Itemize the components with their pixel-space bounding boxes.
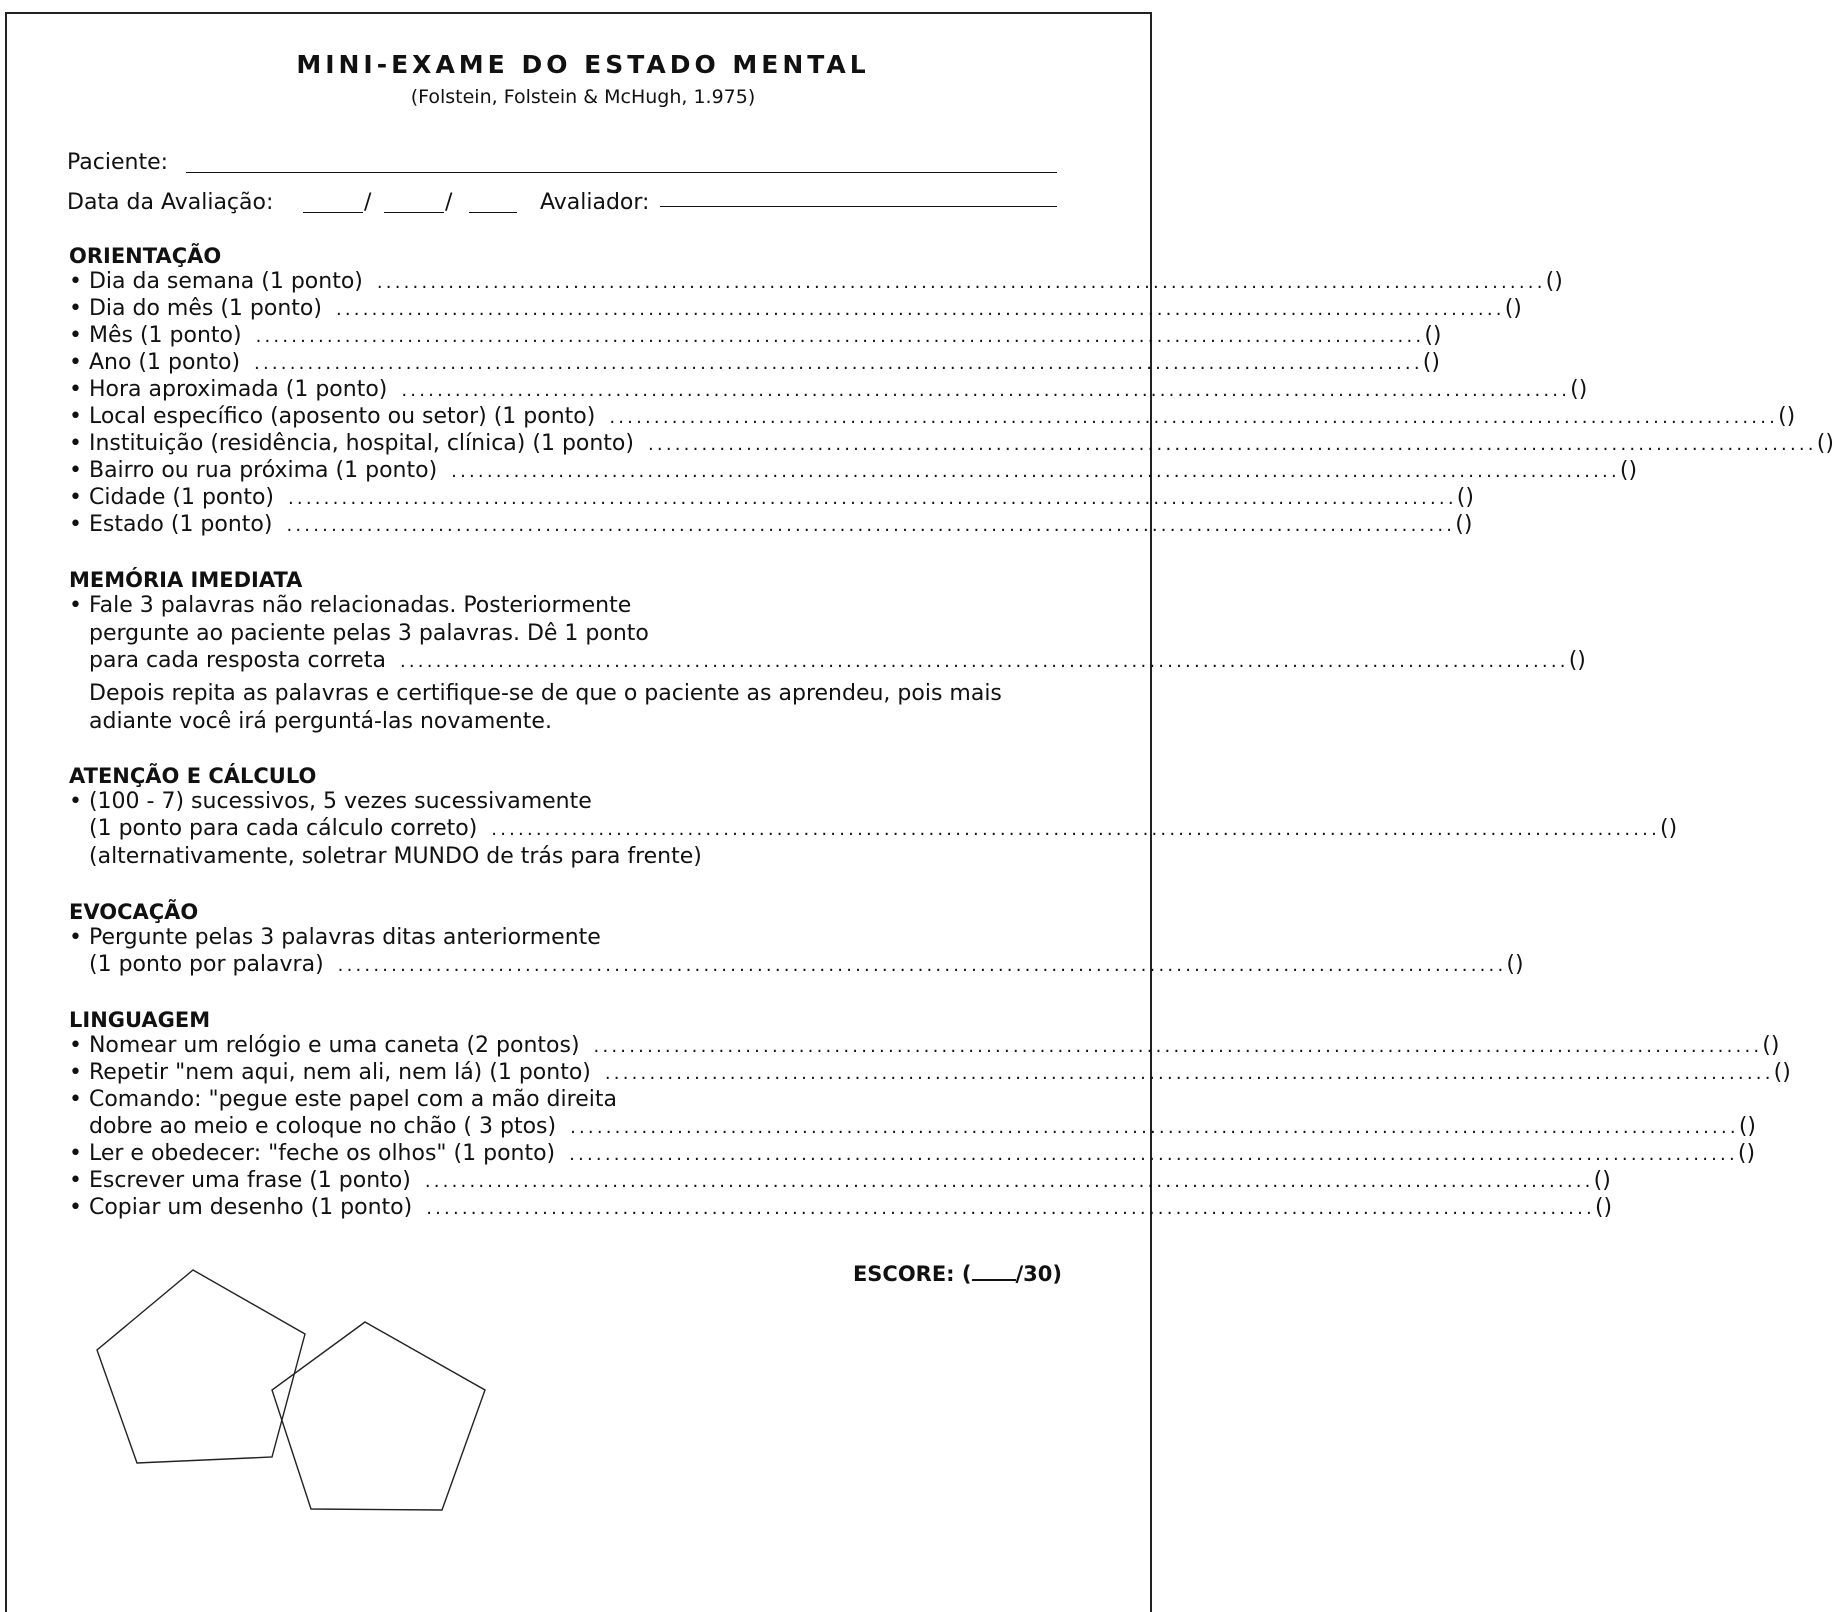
- score-total: /30): [1015, 1262, 1062, 1286]
- evaluator-label: Avaliador:: [540, 190, 650, 215]
- leader-dots: ...................................................................................................................................: [609, 407, 1779, 428]
- leader-dots: ...................................................................................................................................: [286, 515, 1456, 536]
- item-label: • Copiar um desenho (1 ponto): [69, 1195, 413, 1220]
- score-box[interactable]: ( ): [1738, 1114, 1757, 1139]
- evocacao-line: • Pergunte pelas 3 palavras ditas anteriormente: [69, 925, 601, 950]
- leader-dots: ...................................................................................................................................: [399, 651, 1569, 672]
- item-label: • Estado (1 ponto): [69, 512, 273, 537]
- leader-dots: ...................................................................................................................................: [255, 326, 1425, 347]
- score-box[interactable]: ( ): [1593, 1168, 1611, 1193]
- score-box[interactable]: ( ): [1773, 1060, 1791, 1085]
- patient-label: Paciente:: [67, 150, 169, 175]
- item-label: dobre ao meio e coloque no chão ( 3 ptos): [89, 1114, 557, 1139]
- leader-dots: ...................................................................................................................................: [424, 1171, 1594, 1192]
- item-label: • Ano (1 ponto): [69, 350, 241, 375]
- memoria-instruction: adiante você irá perguntá-las novamente.: [89, 709, 552, 734]
- item-label: • Mês (1 ponto): [69, 323, 242, 348]
- page-title: MINI-EXAME DO ESTADO MENTAL: [296, 50, 870, 79]
- section-heading-evocacao: EVOCAÇÃO: [69, 900, 199, 924]
- leader-dots: ...................................................................................................................................: [647, 434, 1817, 455]
- item-label: • Escrever uma frase (1 ponto): [69, 1168, 411, 1193]
- score-box[interactable]: ( ): [1762, 1033, 1780, 1058]
- pentagon-left: [97, 1270, 305, 1463]
- memoria-line: pergunte ao paciente pelas 3 palavras. Dê 1 ponto: [89, 621, 649, 646]
- item-label: • Instituição (residência, hospital, clínica) (1 ponto): [69, 431, 634, 456]
- score-box[interactable]: ( ): [1455, 512, 1473, 537]
- leader-dots: ...................................................................................................................................: [335, 299, 1505, 320]
- item-label: (1 ponto para cada cálculo correto): [89, 816, 478, 841]
- date-label: Data da Avaliação:: [67, 190, 274, 215]
- section-heading-atencao: ATENÇÃO E CÁLCULO: [69, 764, 317, 788]
- score-box[interactable]: ( ): [1594, 1195, 1613, 1220]
- atencao-line: (alternativamente, soletrar MUNDO de trás para frente): [89, 844, 702, 869]
- linguagem-line: • Comando: "pegue este papel com a mão direita: [69, 1087, 617, 1112]
- item-label: • Cidade (1 ponto): [69, 485, 274, 510]
- leader-dots: ...................................................................................................................................: [593, 1036, 1763, 1057]
- leader-dots: ...................................................................................................................................: [570, 1117, 1739, 1138]
- section-heading-orientacao: ORIENTAÇÃO: [69, 244, 222, 268]
- atencao-line: • (100 - 7) sucessivos, 5 vezes sucessivamente: [69, 789, 592, 814]
- leader-dots: ...................................................................................................................................: [426, 1198, 1595, 1219]
- score-box[interactable]: ( ): [1504, 296, 1522, 321]
- score-box[interactable]: ( ): [1737, 1141, 1756, 1166]
- leader-dots: ...................................................................................................................................: [401, 380, 1571, 401]
- item-label: • Dia do mês (1 ponto): [69, 296, 322, 321]
- item-label: • Hora aproximada (1 ponto): [69, 377, 388, 402]
- score-box[interactable]: ( ): [1424, 323, 1442, 348]
- section-heading-memoria: MEMÓRIA IMEDIATA: [69, 568, 303, 592]
- score-box[interactable]: ( ): [1568, 648, 1586, 673]
- leader-dots: ...................................................................................................................................: [604, 1063, 1774, 1084]
- item-label: (1 ponto por palavra): [89, 952, 324, 977]
- leader-dots: ...................................................................................................................................: [376, 272, 1546, 293]
- score-box[interactable]: ( ): [1456, 485, 1474, 510]
- date-separator: /: [364, 190, 372, 215]
- memoria-instruction: Depois repita as palavras e certifique-se de que o paciente as aprendeu, pois mais: [89, 681, 1002, 706]
- leader-dots: ...................................................................................................................................: [569, 1144, 1738, 1165]
- leader-dots: ...................................................................................................................................: [288, 488, 1457, 509]
- score-box[interactable]: ( ): [1545, 269, 1563, 294]
- leader-dots: ...................................................................................................................................: [254, 353, 1423, 374]
- score-box[interactable]: ( ): [1660, 816, 1678, 841]
- item-label: para cada resposta correta: [89, 648, 386, 673]
- item-label: • Local específico (aposento ou setor) (1 ponto): [69, 404, 596, 429]
- memoria-line: • Fale 3 palavras não relacionadas. Posteriormente: [69, 593, 632, 618]
- item-label: • Bairro ou rua próxima (1 ponto): [69, 458, 438, 483]
- score-label: ESCORE: (: [852, 1262, 972, 1286]
- score-box[interactable]: ( ): [1816, 431, 1834, 456]
- pentagon-right: [272, 1322, 485, 1510]
- date-separator: /: [445, 190, 453, 215]
- score-box[interactable]: ( ): [1778, 404, 1796, 429]
- item-label: • Repetir "nem aqui, nem ali, nem lá) (1 ponto): [69, 1060, 591, 1085]
- item-label: • Ler e obedecer: "feche os olhos" (1 ponto): [69, 1141, 556, 1166]
- score-box[interactable]: ( ): [1570, 377, 1588, 402]
- score-box[interactable]: ( ): [1506, 952, 1524, 977]
- score-box[interactable]: ( ): [1619, 458, 1638, 483]
- item-label: • Nomear um relógio e uma caneta (2 pontos): [69, 1033, 580, 1058]
- page-subtitle: (Folstein, Folstein & McHugh, 1.975): [410, 86, 756, 108]
- score-box[interactable]: ( ): [1422, 350, 1440, 375]
- leader-dots: ...................................................................................................................................: [451, 461, 1620, 482]
- leader-dots: ...................................................................................................................................: [337, 955, 1507, 976]
- item-label: • Dia da semana (1 ponto): [69, 269, 363, 294]
- leader-dots: ...................................................................................................................................: [491, 819, 1661, 840]
- section-heading-linguagem: LINGUAGEM: [69, 1008, 211, 1032]
